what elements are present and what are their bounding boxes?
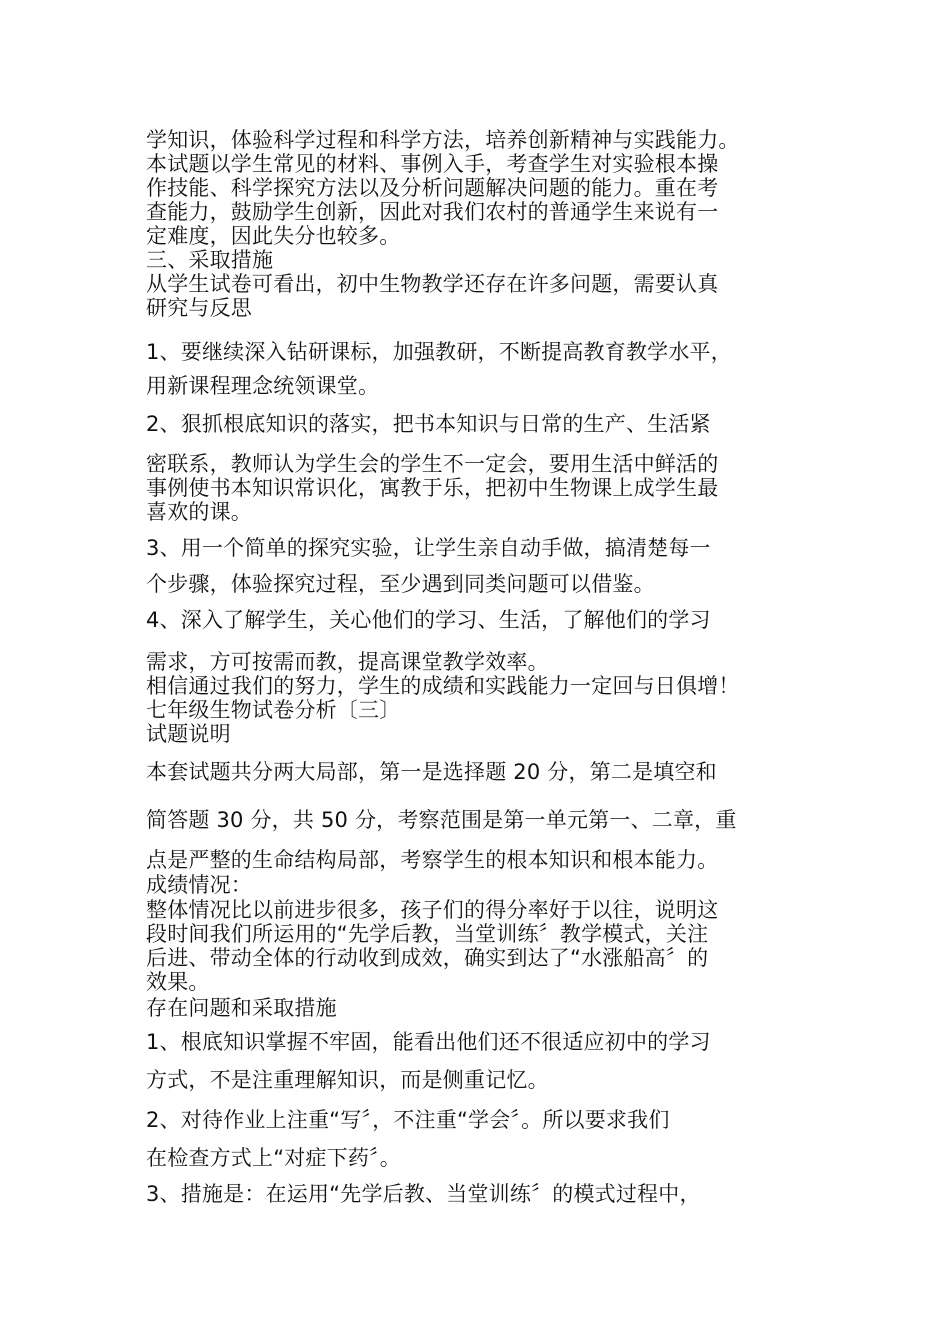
- text-line: 在检查方式上“对症下药〞。: [146, 1146, 401, 1170]
- text-line: 1、要继续深入钻研课标，加强教研，不断提高教育教学水平，: [146, 340, 732, 364]
- text-line: 学知识，体验科学过程和科学方法，培养创新精神与实践能力。: [146, 128, 740, 152]
- text-line: 3、用一个简单的探究实验，让学生亲自动手做，搞清楚每一: [146, 536, 711, 560]
- text-line: 需求，方可按需而教，提高课堂教学效率。: [146, 650, 549, 674]
- text-line: 研究与反思: [146, 296, 252, 320]
- text-line: 2、对待作业上注重“写〞，不注重“学会〞。所以要求我们: [146, 1108, 670, 1132]
- text-line: 后进、带动全体的行动收到成效，确实到达了“水涨船高〞的: [146, 946, 709, 970]
- text-line: 效果。: [146, 970, 210, 994]
- text-line: 简答题 30 分，共 50 分，考察范围是第一单元第一、二章，重: [146, 808, 737, 832]
- section-heading: 七年级生物试卷分析〔三〕: [146, 698, 401, 722]
- section-heading: 三、采取措施: [146, 248, 274, 272]
- text-line: 点是严整的生命结构局部，考察学生的根本知识和根本能力。: [146, 848, 719, 872]
- section-heading: 试题说明: [146, 722, 231, 746]
- text-line: 定难度，因此失分也较多。: [146, 224, 401, 248]
- text-line: 事例使书本知识常识化，寓教于乐，把初中生物课上成学生最: [146, 476, 719, 500]
- text-line: 密联系，教师认为学生会的学生不一定会，要用生活中鲜活的: [146, 452, 719, 476]
- text-line: 本试题以学生常见的材料、事例入手，考查学生对实验根本操: [146, 152, 719, 176]
- section-heading: 存在问题和采取措施: [146, 996, 337, 1020]
- text-line: 本套试题共分两大局部，第一是选择题 20 分，第二是填空和: [146, 760, 717, 784]
- text-line: 整体情况比以前进步很多，孩子们的得分率好于以往，说明这: [146, 898, 719, 922]
- text-line: 用新课程理念统领课堂。: [146, 374, 380, 398]
- text-line: 4、深入了解学生，关心他们的学习、生活，了解他们的学习: [146, 608, 711, 632]
- text-line: 喜欢的课。: [146, 500, 252, 524]
- text-line: 段时间我们所运用的“先学后教，当堂训练〞教学模式，关注: [146, 922, 709, 946]
- text-line: 相信通过我们的努力，学生的成绩和实践能力一定回与日俱增！: [146, 674, 740, 698]
- text-line: 2、狠抓根底知识的落实，把书本知识与日常的生产、生活紧: [146, 412, 711, 436]
- text-line: 3、措施是：在运用“先学后教、当堂训练〞的模式过程中，: [146, 1182, 701, 1206]
- text-line: 查能力，鼓励学生创新，因此对我们农村的普通学生来说有一: [146, 200, 719, 224]
- text-line: 1、根底知识掌握不牢固，能看出他们还不很适应初中的学习: [146, 1030, 711, 1054]
- text-line: 从学生试卷可看出，初中生物教学还存在许多问题，需要认真: [146, 272, 719, 296]
- text-line: 个步骤，体验探究过程，至少遇到同类问题可以借鉴。: [146, 572, 655, 596]
- text-line: 作技能、科学探究方法以及分析问题解决问题的能力。重在考: [146, 176, 719, 200]
- text-line: 方式，不是注重理解知识，而是侧重记忆。: [146, 1068, 549, 1092]
- section-heading: 成绩情况：: [146, 873, 252, 897]
